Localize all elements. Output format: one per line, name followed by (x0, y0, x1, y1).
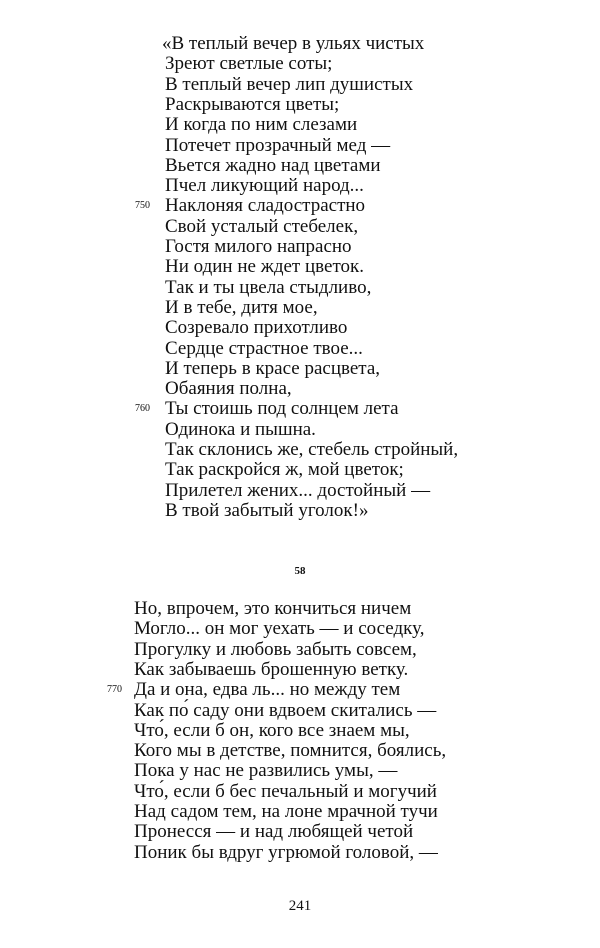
verse-line: Что́, если б он, кого все знаем мы, (134, 719, 410, 741)
verse-line: Пока у нас не развились умы, — (134, 760, 398, 782)
verse-line: Зреют светлые соты; (165, 53, 333, 75)
verse-line: Да и она, едва ль... но между тем (134, 679, 401, 701)
verse-line: И в тебе, дитя мое, (165, 296, 318, 318)
verse-line: И теперь в красе расцвета, (165, 357, 381, 379)
verse-line: Прилетел жених... достойный — (165, 479, 431, 501)
verse-line: Так раскройся ж, мой цветок; (165, 459, 404, 481)
verse-line: Раскрываются цветы; (165, 93, 340, 115)
verse-line: Пронесся — и над любящей четой (134, 821, 414, 843)
verse-line: Так и ты цвела стыдливо, (165, 276, 372, 298)
line-number: 770 (107, 684, 122, 696)
verse-line: Над садом тем, на лоне мрачной тучи (134, 801, 438, 822)
verse-line: Ни один не ждет цветок. (165, 256, 364, 278)
verse-line: Гостя милого напрасно (165, 236, 352, 257)
line-number: 760 (135, 403, 150, 415)
verse-line: Свой усталый стебелек, (165, 215, 359, 237)
section-number: 58 (294, 565, 306, 577)
verse-line: Могло... он мог уехать — и соседку, (134, 618, 425, 640)
verse-line: Ты стоишь под солнцем лета (165, 398, 399, 420)
verse-line: В твой забытый уголок!» (165, 499, 369, 521)
verse-line: Как по́ саду они вдвоем скитались — (134, 699, 437, 721)
verse-line: Кого мы в детстве, помнится, боялись, (134, 740, 447, 762)
verse-line: Созревало прихотливо (165, 317, 348, 339)
verse-line: Наклоняя сладострастно (165, 195, 366, 217)
verse-line: Одинока и пышна. (165, 418, 316, 440)
page-number: 241 (288, 898, 312, 914)
verse-line: Пчел ликующий народ... (165, 175, 364, 197)
verse-line: И когда по ним слезами (165, 114, 358, 136)
verse-line: Вьется жадно над цветами (165, 154, 381, 176)
verse-line: Обаяния полна, (165, 378, 292, 400)
verse-line: В теплый вечер лип душистых (165, 73, 414, 95)
verse-line: Но, впрочем, это кончиться ничем (134, 598, 412, 619)
verse-line: Поник бы вдруг угрюмой головой, — (134, 841, 438, 863)
verse-line: Что́, если б бес печальный и могучий (134, 780, 437, 802)
line-number: 750 (135, 200, 150, 212)
verse-line: Так склонись же, стебель стройный, (165, 439, 459, 460)
verse-line: Как забываешь брошенную ветку. (134, 658, 409, 680)
verse-line: Прогулку и любовь забыть совсем, (134, 638, 417, 660)
verse-line: Потечет прозрачный мед — (165, 134, 391, 156)
verse-line: Сердце страстное твое... (165, 337, 363, 359)
verse-line: «В теплый вечер в ульях чистых (162, 33, 425, 54)
